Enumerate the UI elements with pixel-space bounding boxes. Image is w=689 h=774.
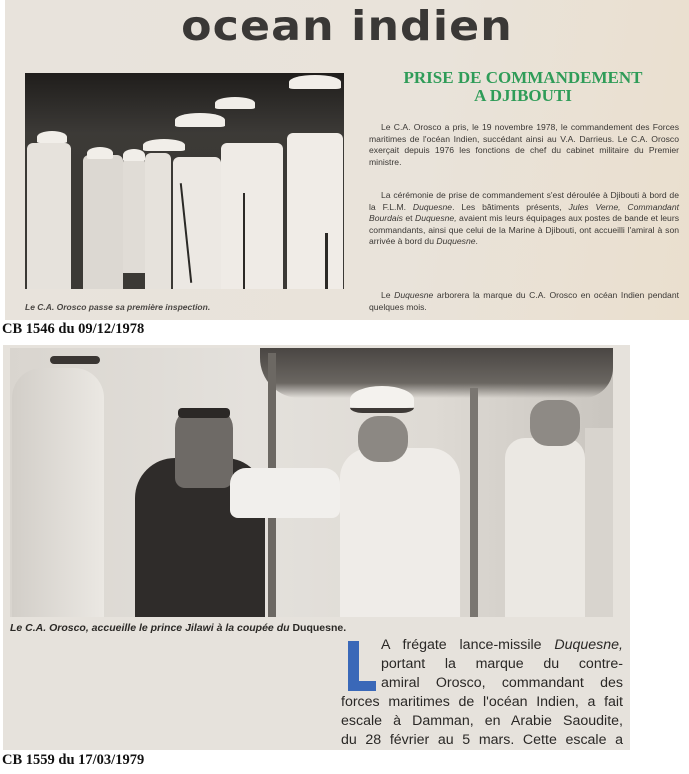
photo-officer-face: [530, 400, 580, 446]
body-line: portant la marque du contre-: [381, 656, 623, 672]
photo-admiral-face: [358, 416, 408, 462]
body-line: forces maritimes de l'océan Indien, a fait: [341, 694, 623, 710]
photo-figure-cap: [143, 139, 185, 151]
photo-figure-cap: [123, 149, 145, 161]
text: arborera la marque du C.A. Orosco en océan Indien pendant quelques mois.: [369, 290, 679, 312]
photo-keffiyeh: [175, 408, 233, 488]
photo-figure: [83, 155, 123, 289]
article-heading-line2: A DJIBOUTI: [474, 86, 572, 105]
photo-figure-robed: [12, 368, 104, 617]
text: La cérémonie de prise de commandement s'est déroulée à Djibouti à bord de la F.L.M.: [369, 190, 679, 212]
ship-name: Duquesne: [394, 290, 434, 300]
body-line: du 28 février au 5 mars. Cette escale a: [341, 732, 623, 748]
body-line: amiral Orosco, commandant des: [381, 675, 623, 691]
text: .: [475, 236, 478, 247]
photo-admiral-cap: [350, 386, 414, 413]
text: Le: [381, 290, 395, 300]
drop-cap-text: L: [346, 641, 347, 642]
text: A frégate lance-missile: [381, 637, 555, 653]
source-label-2: CB 1559 du 17/03/1979: [2, 752, 145, 768]
article-heading-line1: PRISE DE COMMANDEMENT: [403, 68, 643, 87]
body-line: [341, 636, 623, 655]
photo-figure-admiral: [340, 448, 460, 617]
photo-sword: [243, 193, 245, 289]
ship-name: Duquesne,: [415, 213, 457, 224]
paragraph-1: Le C.A. Orosco a pris, le 19 novembre 1978, le commandement des Forces maritimes de l'océan Indien, succédant ainsi au V.A. Darrieus. Le C.A. Orosco exerçait depuis 1976 les fonctions de chef du cabinet militaire du Premier ministre.: [369, 122, 679, 167]
body-line: escale à Damman, en Arabie Saoudite,: [341, 713, 623, 729]
source-label-1: CB 1546 du 09/12/1978: [2, 321, 145, 337]
photo-figure: [287, 133, 343, 289]
photo-figure-officer: [505, 438, 585, 617]
photo-figure: [145, 153, 171, 289]
paragraph-3: [369, 290, 679, 313]
clipping-1: [5, 0, 689, 320]
article-body: [341, 636, 623, 750]
photo-awning: [260, 348, 613, 398]
photo-headband: [50, 356, 100, 364]
photo-figure-cap: [87, 147, 113, 159]
caption-text: Le C.A. Orosco, accueille le prince Jilawi à la coupée du: [10, 622, 290, 634]
text: et: [402, 213, 416, 224]
photo-car: [230, 468, 340, 518]
photo-prince-welcome: [10, 348, 613, 617]
text: avaient mis leurs équipages aux postes de bande et leurs commandants, ainsi que celui de la Marine à Djibouti, ont accueilli l'amiral à son arrivée à bord du: [369, 213, 679, 247]
photo-figure-cap: [175, 113, 225, 127]
photo-inspection: [25, 73, 344, 289]
ship-name: Duquesne: [436, 236, 476, 247]
photo-caption: Le C.A. Orosco passe sa première inspection.: [25, 302, 211, 312]
text: . Les bâtiments présents,: [452, 201, 569, 212]
photo-figure-officer: [585, 428, 613, 617]
ship-name: Duquesne: [412, 201, 453, 212]
ship-name: Duquesne,: [554, 637, 623, 653]
photo-figure-cap: [215, 97, 255, 109]
section-title: ocean indien: [181, 2, 513, 50]
ship-names: Jules Verne, Commandant Bourdais: [369, 201, 679, 224]
photo-sword: [325, 233, 328, 289]
photo-caption: [10, 622, 346, 634]
clipping-2: [3, 345, 630, 750]
photo-figure: [27, 143, 71, 289]
paragraph-2: [369, 190, 679, 248]
photo-figure: [173, 157, 221, 289]
caption-ship: Duquesne.: [292, 622, 347, 634]
photo-figure: [123, 157, 145, 273]
photo-figure-cap: [37, 131, 67, 143]
photo-pole: [470, 388, 478, 617]
article-heading: [363, 69, 683, 105]
photo-figure: [221, 143, 283, 289]
photo-figure-cap: [289, 75, 341, 89]
photo-headband: [178, 408, 230, 418]
